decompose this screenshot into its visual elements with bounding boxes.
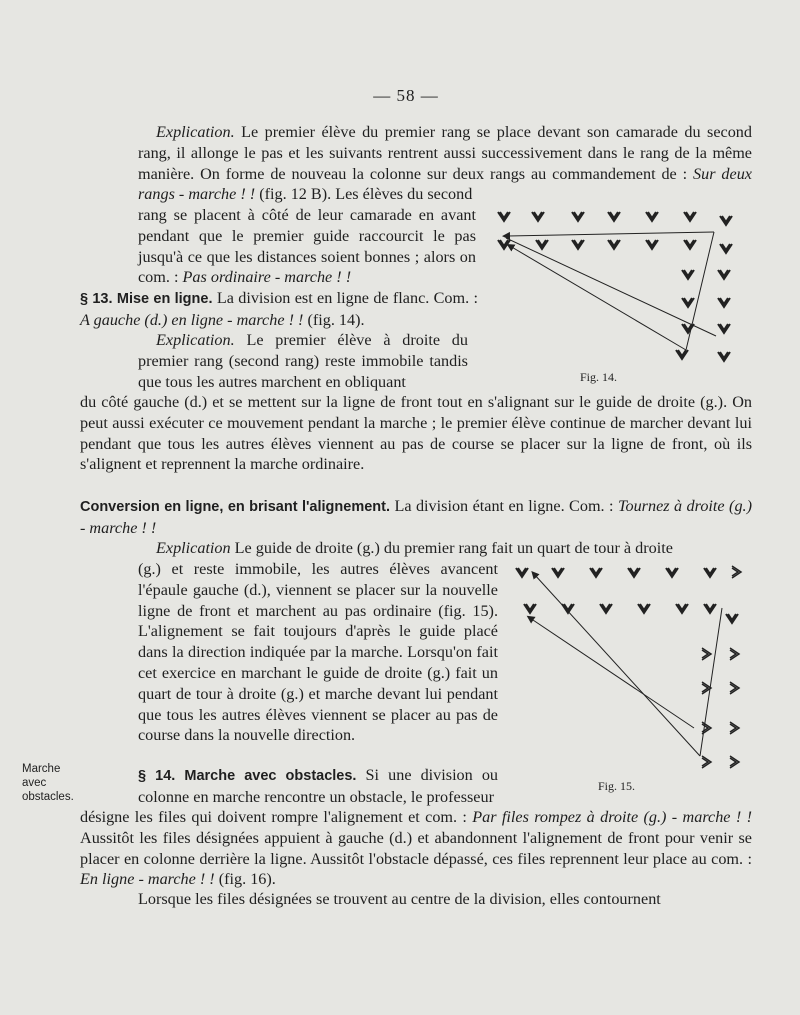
figure-15-caption: Fig. 15. — [598, 779, 636, 793]
flank-column — [676, 270, 730, 361]
figure-14-caption: Fig. 14. — [580, 370, 618, 384]
front-row-2 — [524, 604, 738, 623]
paragraph-conversion — [80, 496, 752, 539]
figure-15 — [504, 556, 754, 786]
text: Le premier élève à droite du premier rang (second rang) reste immobile tandis que tous les autres marchent en obliquant — [138, 331, 468, 391]
section-heading: Mise en ligne. — [116, 291, 213, 307]
text: Le premier élève du premier rang se place devant son camarade du second rang, il allonge le pas et les suivants rentrent aussi successivement dans le rang de la même manière. On forme de nouveau la colonne sur deux rangs au commandement de : — [138, 123, 752, 183]
arrow-line — [506, 232, 714, 236]
command: Par files rompez à droite (g.) - marche ! ! — [472, 808, 752, 826]
command: En ligne - marche ! ! — [80, 870, 215, 889]
command: Sur deux rangs - marche ! ! — [138, 164, 752, 204]
text: Aussitôt les files désignées appuient à gauche (d.) et abandonnent l'alignement de front pour venir se placer en colonne derrière la ligne. Aussitôt l'obstacle dépassé, ces files reprennent leur place au com. : — [80, 828, 752, 868]
section-heading: Conversion en ligne, en brisant l'alignement. — [80, 499, 390, 515]
paragraph-oblique: du côté gauche (d.) et se mettent sur la ligne de front tout en s'alignant sur le guide de droite (g.). On peut aussi exécuter ce mouvement pendant la marche ; le premier élève continue de marcher devant lui pendant que tous les autres élèves viennent au pas de course se placer sur la ligne de front, où ils s'alignent et reprennent la marche ordinaire. — [80, 393, 752, 474]
section-number: § 14. — [138, 768, 176, 784]
arrow-line — [530, 618, 694, 728]
section-heading: Marche avec obstacles. — [184, 768, 357, 784]
arrow-line — [534, 574, 700, 756]
section-number: § 13. — [80, 291, 113, 307]
paragraph-last: Lorsque les files désignées se trouvent au centre de la division, elles contournent — [138, 890, 661, 908]
lead-word: Explication. — [156, 331, 235, 349]
paragraph-second-rank — [138, 205, 476, 288]
text: rang se placent à côté de leur camarade en avant pendant que le premier guide raccourcit le pas jusqu'à ce que les distances soient bonnes ; alors on com. : — [138, 206, 476, 287]
front-row-1 — [516, 566, 741, 578]
rank-row-1 — [498, 212, 732, 225]
arrow-line — [506, 238, 716, 336]
paragraph-section-13 — [80, 288, 478, 331]
paragraph-explication-1 — [138, 122, 752, 205]
margin-note: Marche avec obstacles. — [22, 763, 74, 803]
lead-word: Explication — [156, 539, 231, 557]
text: La division étant en ligne. Com. : — [390, 497, 618, 515]
command: Pas ordinaire - marche ! ! — [182, 268, 352, 287]
page-number: — 58 — — [373, 86, 439, 105]
text: La division est en ligne de flanc. Com. : — [212, 289, 478, 307]
text: Si une division ou colonne en marche rencontre un obstacle, le professeur — [138, 766, 499, 806]
command: A gauche (d.) en ligne - marche ! ! — [80, 310, 304, 329]
paragraph-section-14 — [138, 765, 498, 808]
text: désigne les files qui doivent rompre l'alignement et com. : — [80, 808, 473, 826]
text: (fig. 16). — [214, 870, 276, 889]
lead-word: Explication. — [156, 123, 235, 141]
paragraph-explication-2 — [138, 330, 468, 392]
paragraph-obstacles — [80, 807, 752, 890]
text: (fig. 12 B). Les élèves du second — [255, 185, 473, 204]
text: Le guide de droite (g.) du premier rang fait un quart de tour à droite — [230, 539, 673, 557]
figure-14 — [486, 200, 756, 385]
text: (fig. 14). — [303, 310, 365, 329]
command: Tournez à droite (g.) - marche ! ! — [80, 497, 752, 537]
paragraph-conversion-detail: (g.) et reste immobile, les autres élèves avancent l'épaule gauche (d.), viennent se placer sur la nouvelle ligne de front et marchent au pas ordinaire (fig. 15). L'alignement se fait toujours d'après le guide placé dans la direction indiquée par la marche. Lorsqu'on fait cet exercice en marchant le guide de droite (g.) fait un quart de tour à droite (g.) et marche devant lui pendant que tous les autres élèves viennent se placer au pas de course dans la nouvelle direction. — [138, 560, 498, 745]
arrow-line — [510, 246, 686, 350]
